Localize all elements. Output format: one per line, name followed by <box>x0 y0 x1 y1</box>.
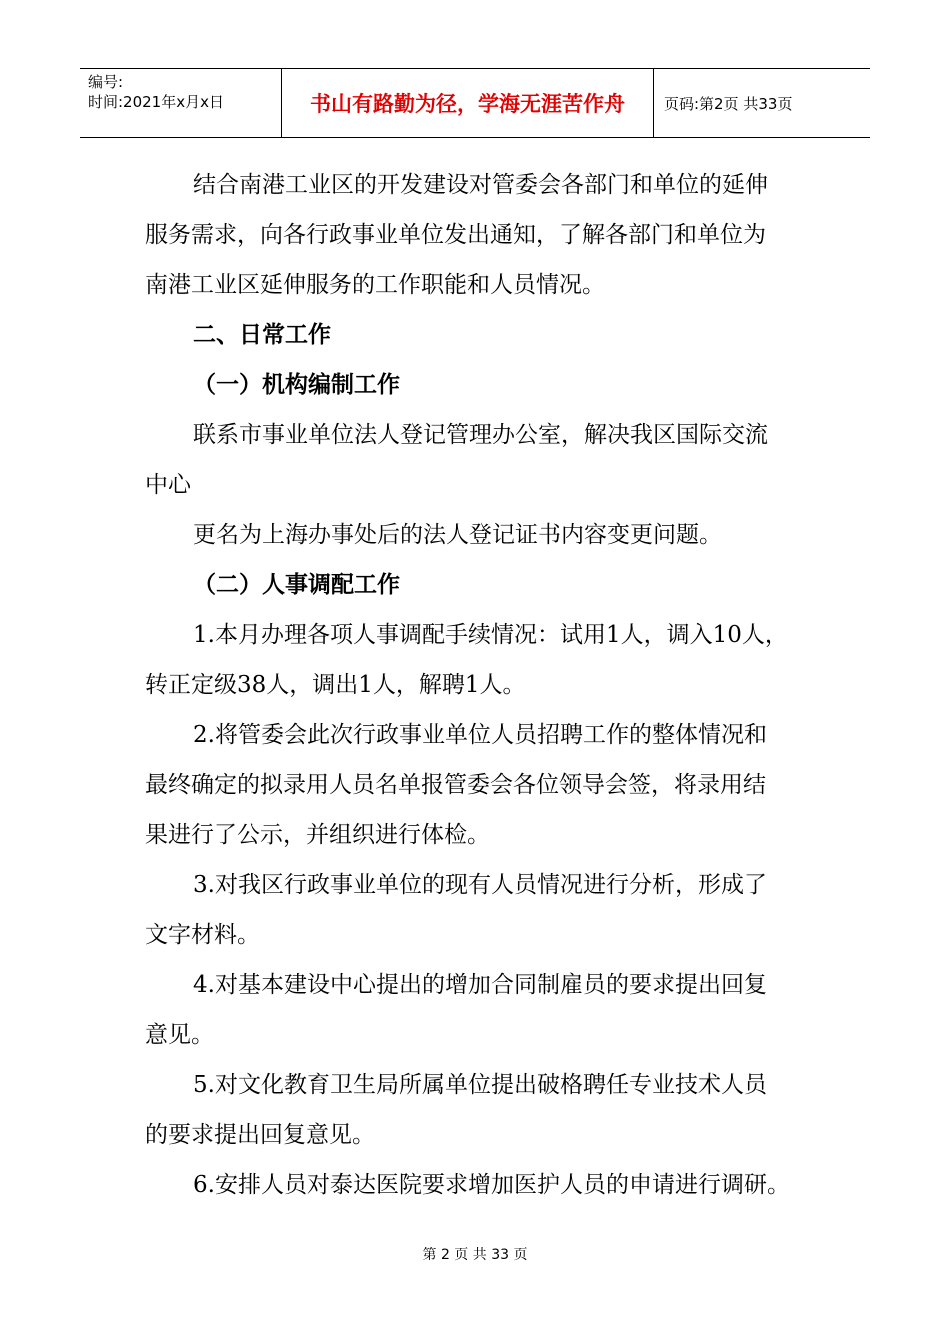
paragraph-line: 4.对基本建设中心提出的增加合同制雇员的要求提出回复 <box>193 972 767 998</box>
paragraph-line: 结合南港工业区的开发建设对管委会各部门和单位的延伸 <box>193 172 768 198</box>
header-motto: 书山有路勤为径，学海无涯苦作舟 <box>282 69 654 137</box>
paragraph-line: 6.安排人员对泰达医院要求增加医护人员的申请进行调研。 <box>193 1172 790 1198</box>
paragraph-line: 文字材料。 <box>145 922 260 948</box>
paragraph-line: 的要求提出回复意见。 <box>145 1122 375 1148</box>
paragraph-line: 2.将管委会此次行政事业单位人员招聘工作的整体情况和 <box>193 722 767 748</box>
page-header <box>80 68 870 138</box>
document-date-label: 时间:2021年x月x日 <box>88 93 224 111</box>
section-heading: （二）人事调配工作 <box>193 572 400 598</box>
paragraph-line: 联系市事业单位法人登记管理办公室，解决我区国际交流 <box>193 422 768 448</box>
paragraph-line: 更名为上海办事处后的法人登记证书内容变更问题。 <box>193 522 722 548</box>
paragraph-line: 3.对我区行政事业单位的现有人员情况进行分析，形成了 <box>193 872 767 898</box>
paragraph-line: 服务需求，向各行政事业单位发出通知，了解各部门和单位为 <box>145 222 766 248</box>
page-footer: 第 2 页 共 33 页 <box>422 1247 528 1263</box>
section-heading: （一）机构编制工作 <box>193 372 400 398</box>
paragraph-line: 5.对文化教育卫生局所属单位提出破格聘任专业技术人员 <box>193 1072 767 1098</box>
paragraph-line: 果进行了公示，并组织进行体检。 <box>145 822 490 848</box>
paragraph-line: 1.本月办理各项人事调配手续情况：试用1人，调入10人， <box>193 622 788 648</box>
section-heading: 二、日常工作 <box>193 322 331 348</box>
paragraph-line: 最终确定的拟录用人员名单报管委会各位领导会签，将录用结 <box>145 772 766 798</box>
paragraph-line: 中心 <box>145 472 191 498</box>
document-body <box>145 160 815 1210</box>
header-page-info: 页码:第2页 共33页 <box>664 94 793 113</box>
document-number-label: 编号: <box>88 73 124 91</box>
header-meta <box>80 69 282 137</box>
paragraph-line: 南港工业区延伸服务的工作职能和人员情况。 <box>145 272 605 298</box>
paragraph-line: 意见。 <box>145 1022 214 1048</box>
paragraph-line: 转正定级38人，调出1人，解聘1人。 <box>145 672 526 698</box>
